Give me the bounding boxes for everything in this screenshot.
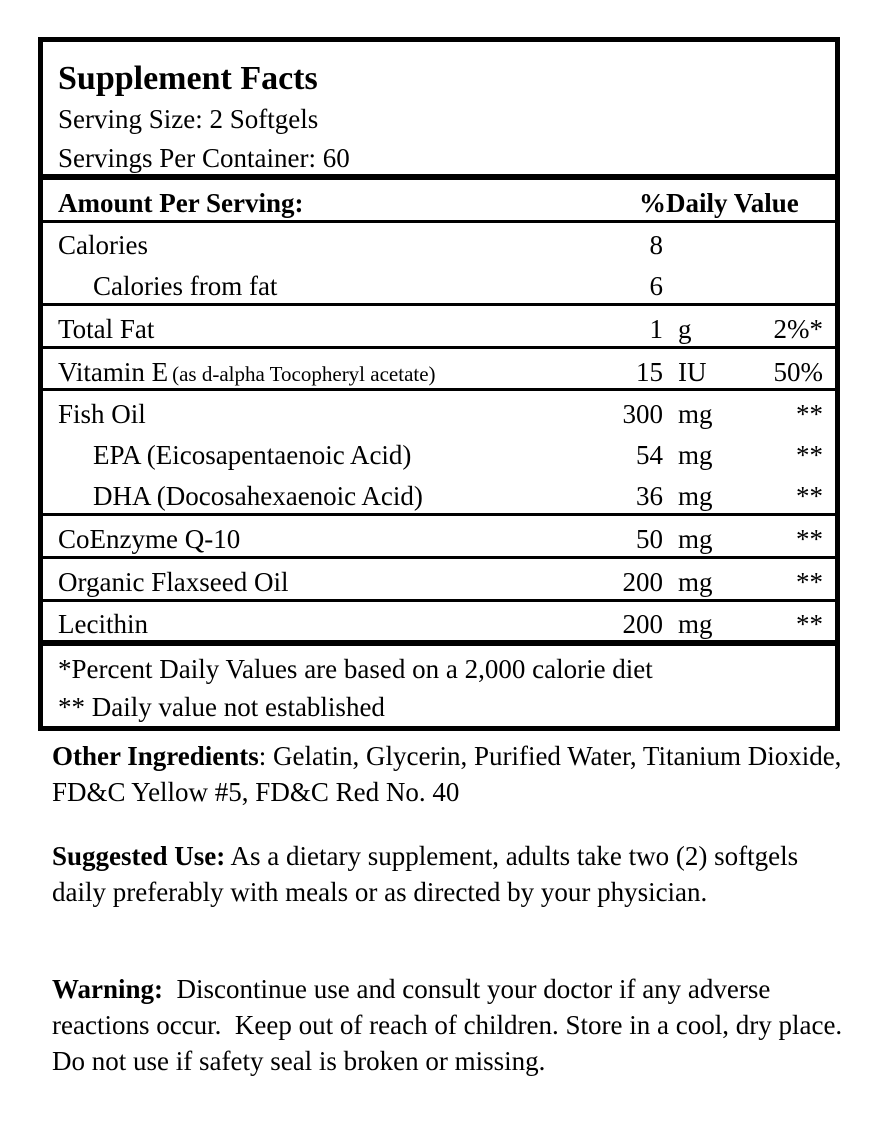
row-name: Fish Oil bbox=[58, 399, 146, 429]
row-amount: 300 bbox=[622, 399, 663, 429]
row-daily-value: ** bbox=[796, 567, 823, 597]
row-name: DHA (Docosahexaenoic Acid) bbox=[93, 481, 423, 511]
suggested-use-text: As a dietary supplement, adults take two (2) softgels daily preferably with meals or as directed by your physician. bbox=[52, 841, 799, 907]
row-daily-value: 2%* bbox=[773, 314, 823, 344]
divider bbox=[43, 220, 835, 223]
amount-per-serving-header: Amount Per Serving: bbox=[58, 188, 304, 218]
row-daily-value: ** bbox=[796, 481, 823, 511]
divider bbox=[43, 346, 835, 349]
divider bbox=[43, 174, 835, 180]
row-unit: g bbox=[678, 314, 692, 344]
servings-per-container: Servings Per Container: 60 bbox=[58, 143, 350, 173]
warning-label: Warning: bbox=[52, 974, 164, 1004]
supplement-facts-panel bbox=[38, 37, 840, 731]
row-daily-value: ** bbox=[796, 440, 823, 470]
row-unit: mg bbox=[678, 399, 713, 429]
row-name: EPA (Eicosapentaenoic Acid) bbox=[93, 440, 412, 470]
row-daily-value: ** bbox=[796, 609, 823, 639]
row-amount: 200 bbox=[622, 567, 663, 597]
divider bbox=[43, 640, 835, 646]
row-name: Calories from fat bbox=[93, 271, 278, 301]
row-note: (as d-alpha Tocopheryl acetate) bbox=[172, 362, 436, 386]
row-unit: mg bbox=[678, 481, 713, 511]
row-unit: mg bbox=[678, 440, 713, 470]
serving-size: Serving Size: 2 Softgels bbox=[58, 104, 319, 134]
row-daily-value: 50% bbox=[773, 357, 823, 387]
footnote-percent: *Percent Daily Values are based on a 2,000 calorie diet bbox=[58, 654, 653, 684]
row-amount: 50 bbox=[636, 524, 663, 554]
row-name-group bbox=[58, 359, 436, 386]
divider bbox=[43, 388, 835, 391]
row-name: CoEnzyme Q-10 bbox=[58, 524, 241, 554]
row-unit: mg bbox=[678, 567, 713, 597]
row-amount: 15 bbox=[636, 357, 663, 387]
row-name: Organic Flaxseed Oil bbox=[58, 567, 289, 597]
row-name: Total Fat bbox=[58, 314, 155, 344]
row-amount: 200 bbox=[622, 609, 663, 639]
row-name: Calories bbox=[58, 230, 148, 260]
other-ingredients-label: Other Ingredients bbox=[52, 741, 259, 771]
row-unit: mg bbox=[678, 524, 713, 554]
row-amount: 54 bbox=[636, 440, 663, 470]
warning-text: Discontinue use and consult your doctor if any adverse reactions occur. Keep out of reach of children. Store in a cool, dry place. Do not use if safety seal is broken or missing. bbox=[52, 974, 849, 1076]
row-daily-value: ** bbox=[796, 399, 823, 429]
row-amount: 36 bbox=[636, 481, 663, 511]
row-name: Lecithin bbox=[58, 609, 148, 639]
row-unit: IU bbox=[678, 357, 707, 387]
row-amount: 1 bbox=[649, 314, 663, 344]
suggested-use-label: Suggested Use: bbox=[52, 841, 226, 871]
divider bbox=[43, 513, 835, 516]
row-unit: mg bbox=[678, 609, 713, 639]
divider bbox=[43, 599, 835, 602]
row-name: Vitamin E bbox=[58, 357, 169, 387]
divider bbox=[43, 303, 835, 306]
row-amount: 6 bbox=[649, 271, 663, 301]
daily-value-header: %Daily Value bbox=[639, 188, 799, 218]
other-ingredients bbox=[52, 738, 852, 810]
suggested-use bbox=[52, 838, 852, 910]
row-daily-value: ** bbox=[796, 524, 823, 554]
footnote-not-established: ** Daily value not established bbox=[58, 692, 385, 722]
divider bbox=[43, 556, 835, 559]
row-amount: 8 bbox=[649, 230, 663, 260]
warning bbox=[52, 971, 852, 1079]
panel-title: Supplement Facts bbox=[58, 60, 318, 97]
other-ingredients-text: : Gelatin, Glycerin, Purified Water, Titanium Dioxide, FD&C Yellow #5, FD&C Red No. 40 bbox=[52, 741, 842, 807]
